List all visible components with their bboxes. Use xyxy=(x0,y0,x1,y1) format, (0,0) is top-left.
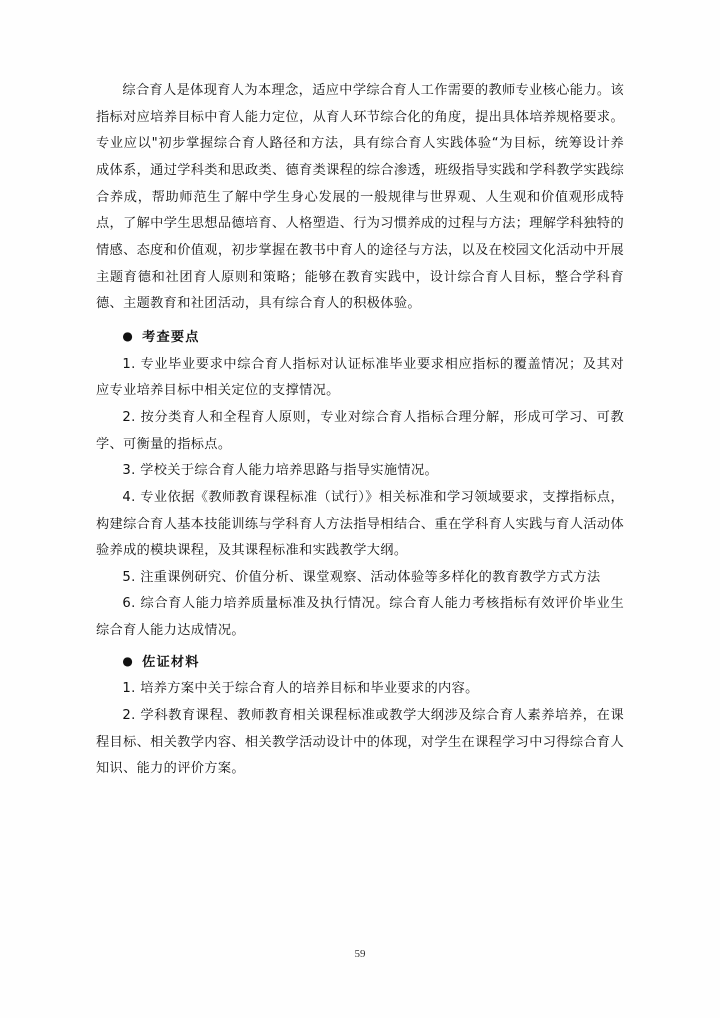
section-heading-label: 佐证材料 xyxy=(142,654,200,670)
list-item: 6. 综合育人能力培养质量标准及执行情况。综合育人能力考核指标有效评价毕业生综合育人能力达成情况。 xyxy=(96,596,624,639)
section-heading-label: 考查要点 xyxy=(142,329,200,345)
list-item: 5. 注重课例研究、价值分析、课堂观察、活动体验等多样化的教育教学方式方法 xyxy=(122,569,601,585)
section-heading-zuozheng xyxy=(96,649,624,677)
list-item: 3. 学校关于综合育人能力培养思路与指导实施情况。 xyxy=(122,463,439,479)
spacer xyxy=(96,318,624,320)
list-item: 1. 培养方案中关于综合育人的培养目标和毕业要求的内容。 xyxy=(122,681,479,697)
list-item: 1. 专业毕业要求中综合育人指标对认证标准毕业要求相应指标的覆盖情况；及其对应专业培养目标中相关定位的支撑情况。 xyxy=(96,356,624,399)
section-heading-kaocha xyxy=(96,324,624,352)
paragraph-intro: 综合育人是体现育人为本理念，适应中学综合育人工作需要的教师专业核心能力。该指标对应培养目标中育人能力定位，从育人环节综合化的角度，提出具体培养规格要求。专业应以"初步掌握综合育人路径和方法，具有综合育人实践体验“为目标，统筹设计养成体系，通过学科类和思政类、德育类课程的综合渗透，班级指导实践和学科教学实践综合养成，帮助师范生了解中学生身心发展的一般规律与世界观、人生观和价值观形成特点，了解中学生思想品德培育、人格塑造、行为习惯养成的过程与方法；理解学科独特的情感、态度和价值观，初步掌握在教书中育人的途径与方法，以及在校园文化活动中开展主题育德和社团育人原则和策略；能够在教育实践中，设计综合育人目标，整合学科育德、主题教育和社团活动，具有综合育人的积极体验。 xyxy=(96,83,624,312)
bullet-icon: ● xyxy=(122,653,135,668)
bullet-icon: ● xyxy=(122,328,135,343)
document-body xyxy=(96,78,624,783)
list-item: 4. 专业依据《教师教育课程标准（试行）》相关标准和学习领域要求，支撑指标点，构建综合育人基本技能训练与学科育人方法指导相结合、重在学科育人实践与育人活动体验养成的模块课程，及其课程标准和实践教学大纲。 xyxy=(96,489,624,559)
page-number: 59 xyxy=(354,948,366,960)
list-item: 2. 学科教育课程、教师教育相关课程标准或教学大纲涉及综合育人素养培养，在课程目标、相关教学内容、相关教学活动设计中的体现，对学生在课程学习中习得综合育人知识、能力的评价方案。 xyxy=(96,708,624,777)
list-item: 2. 按分类育人和全程育人原则，专业对综合育人指标合理分解，形成可学习、可教学、可衡量的指标点。 xyxy=(96,409,624,452)
